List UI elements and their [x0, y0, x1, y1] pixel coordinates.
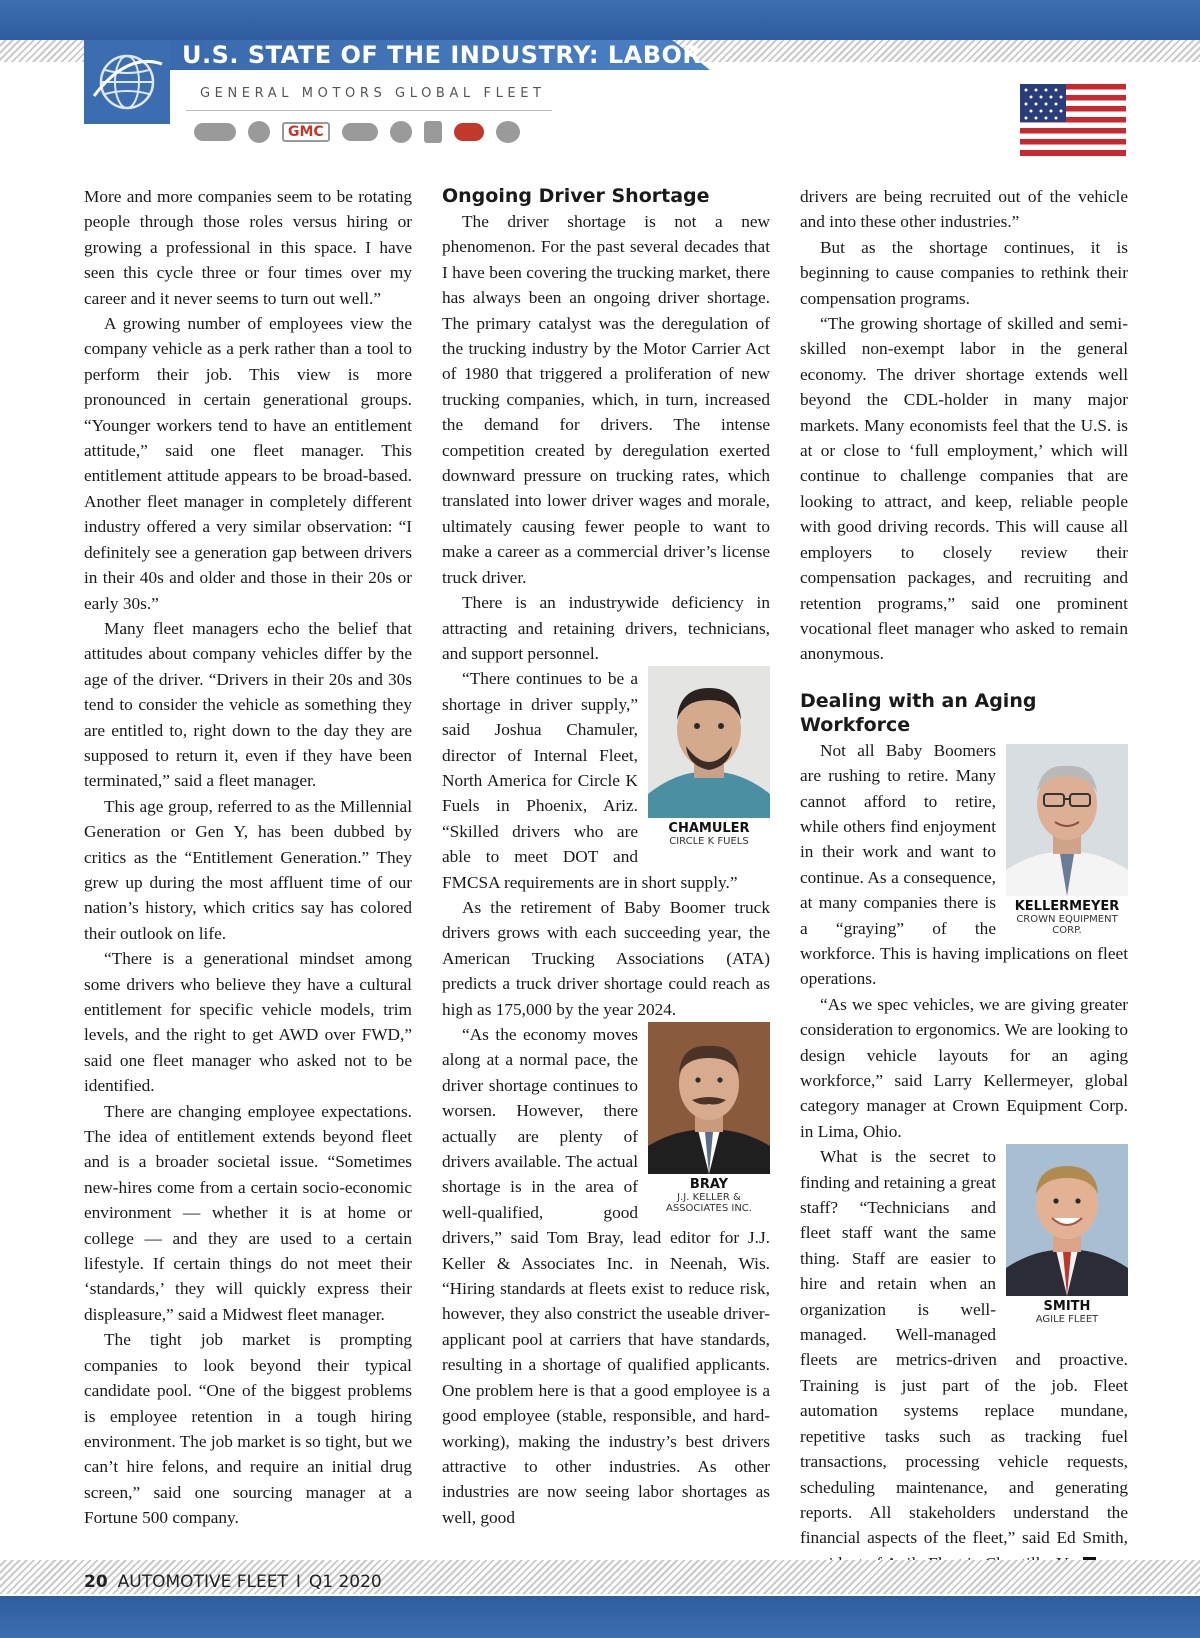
article-column-1 — [84, 184, 412, 1531]
paragraph: drivers are being recruited out of the vehicle and into these other industries.” — [800, 187, 1128, 232]
paragraph: A growing number of employees view the company vehicle as a perk rather than a tool to perform their job. This view is more pronounced in certain generational groups. “Younger workers tend to have an entitlement attitude,” said one fleet manager. This entitlement attitude appears to be broad-based. Another fleet manager in completely different industry offered a very similar observation: “I definitely see a generation gap between drivers in their 40s and older and those in their 20s or early 30s.” — [84, 314, 412, 613]
page-number: 20 — [84, 1572, 108, 1592]
paragraph: Many fleet managers echo the belief that attitudes about company vehicles differ by the age of the driver. “Drivers in their 20s and 30s tend to consider the vehicle as something they are entitled to, right down to the day they are supposed to return it, even if they have been terminated,” said a fleet manager. — [84, 618, 412, 791]
page-title: U.S. STATE OF THE INDUSTRY: LABOR — [182, 41, 702, 69]
cadillac-logo — [342, 123, 378, 141]
brand-logo-row — [194, 118, 554, 146]
photo-caption-name: BRAY — [689, 1177, 729, 1192]
paragraph: “The growing shortage of skilled and semi-skilled non-exempt labor in the general economy. The driver shortage extends well beyond the CDL-holder in many major markets. Many economists feel that the U.S. is at or close to ‘full employment,’ which will continue to challenge companies that are looking to attract, and keep, reliable people with good driving records. This will cause all employers to closely review their compensation packages, and recruiting and retention programs,” said one prominent vocational fleet manager who asked to remain anonymous. — [800, 314, 1128, 664]
paragraph: More and more companies seem to be rotating people through those roles versus hiring or growing a professional in this space. I have seen this cycle three or four times over my career and it never seems to turn out well.” — [84, 187, 412, 308]
baojun-logo — [424, 121, 442, 143]
footer-separator: I — [295, 1572, 301, 1592]
globe-logo — [84, 40, 170, 124]
section-heading-driver-shortage: Ongoing Driver Shortage — [442, 185, 710, 207]
buick-logo — [248, 121, 270, 143]
globe-icon — [90, 46, 164, 118]
photo-caption-org: J.J. KELLER & ASSOCIATES INC. — [666, 1192, 752, 1214]
paragraph: But as the shortage continues, it is beginning to cause companies to rethink their compensation programs. — [800, 237, 1128, 308]
photo-caption-name: SMITH — [1043, 1299, 1091, 1315]
gmc-logo: GMC — [282, 122, 330, 142]
photo-caption-org: AGILE FLEET — [1035, 1314, 1099, 1326]
bray-portrait — [648, 1022, 770, 1174]
article-column-2 — [442, 184, 770, 1530]
publication-name: AUTOMOTIVE FLEET — [117, 1572, 288, 1592]
kellermeyer-portrait — [1006, 744, 1128, 896]
photo-bray — [648, 1022, 770, 1214]
paragraph: The driver shortage is not a new phenomenon. For the past several decades that I have been covering the trucking market, there has always been an ongoing driver shortage. The primary catalyst was the deregulation of the trucking industry by the Motor Carrier Act of 1980 that triggered a proliferation of new trucking companies, which, in turn, increased the demand for drivers. The intense competition created by deregulation exerted downward pressure on trucking rates, which translated into lower driver wages and morale, ultimately causing fewer people to want to make a career as a commercial driver’s license truck driver. — [442, 212, 770, 587]
paragraph: As the retirement of Baby Boomer truck drivers grows with each succeeding year, the American Trucking Associations (ATA) predicts a truck driver shortage could reach as high as 175,000 by the year 2024. — [442, 897, 770, 1019]
sponsor-divider — [186, 110, 552, 111]
issue-label: Q1 2020 — [308, 1572, 382, 1592]
photo-caption-org: CROWN EQUIPMENT CORP. — [1016, 913, 1118, 936]
american-flag-image — [1020, 84, 1126, 156]
section-heading-aging-workforce: Dealing with an Aging Workforce — [800, 689, 1037, 736]
paragraph: “There is a generational mindset among some drivers who believe they have a cultural entitlement for specific vehicle models, trim levels, and the right to get AWD over FWD,” said one fleet manager who asked not to be identified. — [84, 949, 412, 1096]
paragraph: The tight job market is prompting companies to look beyond their typical candidate pool. “One of the biggest problems is employee retention in a tough hiring environment. The job market is so tight, but we can’t hire felons, and require an initial drug screen,” said one sourcing manager at a Fortune 500 company. — [84, 1330, 412, 1528]
paragraph: “There continues to be a shortage in driver supply,” said Joshua Chamuler, director of Internal Fleet, North America for Circle K Fuels in Phoenix, Ariz. “Skilled drivers who are able to meet DOT and FMCSA requirements are in short supply.” — [442, 669, 738, 892]
paragraph: “As the economy moves along at a normal pace, the driver shortage continues to worsen. However, there actually are plenty of drivers available. The actual shortage is in the area of well-qualified, good drivers,” said Tom Bray, lead editor for J.J. Keller & Associates Inc. in Neenah, Wis. “Hiring standards at fleets exist to reduce risk, however, they also constrict the useable driver-applicant pool at carriers that have standards, resulting in a shortage of qualified applicants. One problem here is that a good employee is a good employee (stable, responsible, and hard-working), making the industry’s best drivers attractive to other industries. As other industries are now seeing labor shortages as well, good — [442, 1025, 770, 1527]
photo-caption-org: CIRCLE K FUELS — [669, 836, 749, 848]
article-column-3 — [800, 184, 1128, 1576]
jiefang-logo — [496, 121, 520, 143]
chamuler-portrait — [648, 666, 770, 818]
photo-caption-name: KELLERMEYER — [1014, 898, 1120, 914]
chevrolet-logo — [194, 123, 236, 141]
sponsor-label: GENERAL MOTORS GLOBAL FLEET — [200, 86, 546, 101]
paragraph-text: What is the secret to finding and retaining a great staff? “Technicians and fleet staff want the same thing. Staff are easier to hire and retain when an organization is well-managed. Well-managed fleets are metrics-driven and proactive. Training is just part of the job. Fleet automation systems replace mundane, repetitive tasks such as tracking fuel transactions, processing vehicle requests, scheduling maintenance, and generating reports. All stakeholders understand the financial aspects of the fleet,” said Ed Smith, — [800, 1147, 1128, 1548]
smith-portrait — [1006, 1144, 1128, 1296]
paragraph: This age group, referred to as the Millennial Generation or Gen Y, has been dubbed by critics as the “Entitlement Generation.” They grew up during the most affluent time of our nation’s history, which critics say has colored their outlook on life. — [84, 796, 412, 943]
page-footer — [84, 1570, 382, 1594]
photo-chamuler — [648, 666, 770, 847]
photo-caption-name: CHAMULER — [668, 821, 750, 837]
paragraph: “As we spec vehicles, we are giving greater consideration to ergonomics. We are looking to design vehicle layouts for an aging workforce,” said Larry Kellermeyer, global category manager at Crown Equipment Corp. in Lima, Ohio. — [800, 994, 1128, 1141]
photo-kellermeyer — [1006, 744, 1128, 936]
paragraph: Not all Baby Boomers are rushing to retire. Many cannot afford to retire, while others find enjoyment in their work and want to continue. As a consequence, at many companies there is a “graying” of the workforce. This is having implications on fleet operations. — [800, 740, 1128, 989]
top-color-band — [0, 0, 1200, 40]
wuling-logo — [454, 123, 484, 141]
paragraph: There are changing employee expectations. The idea of entitlement extends beyond fleet and is a broader societal issue. “Sometimes new-hires come from a certain socio-economic environment — whether it is at home or college — and they are used to a certain lifestyle. If certain things do not meet their ‘standards,’ they will quickly express their displeasure,” said a Midwest fleet manager. — [84, 1101, 412, 1324]
holden-logo — [390, 121, 412, 143]
bottom-color-band — [0, 1596, 1200, 1638]
photo-smith — [1006, 1144, 1128, 1325]
paragraph: There is an industrywide deficiency in attracting and retaining drivers, technicians, and support personnel. — [442, 593, 770, 663]
